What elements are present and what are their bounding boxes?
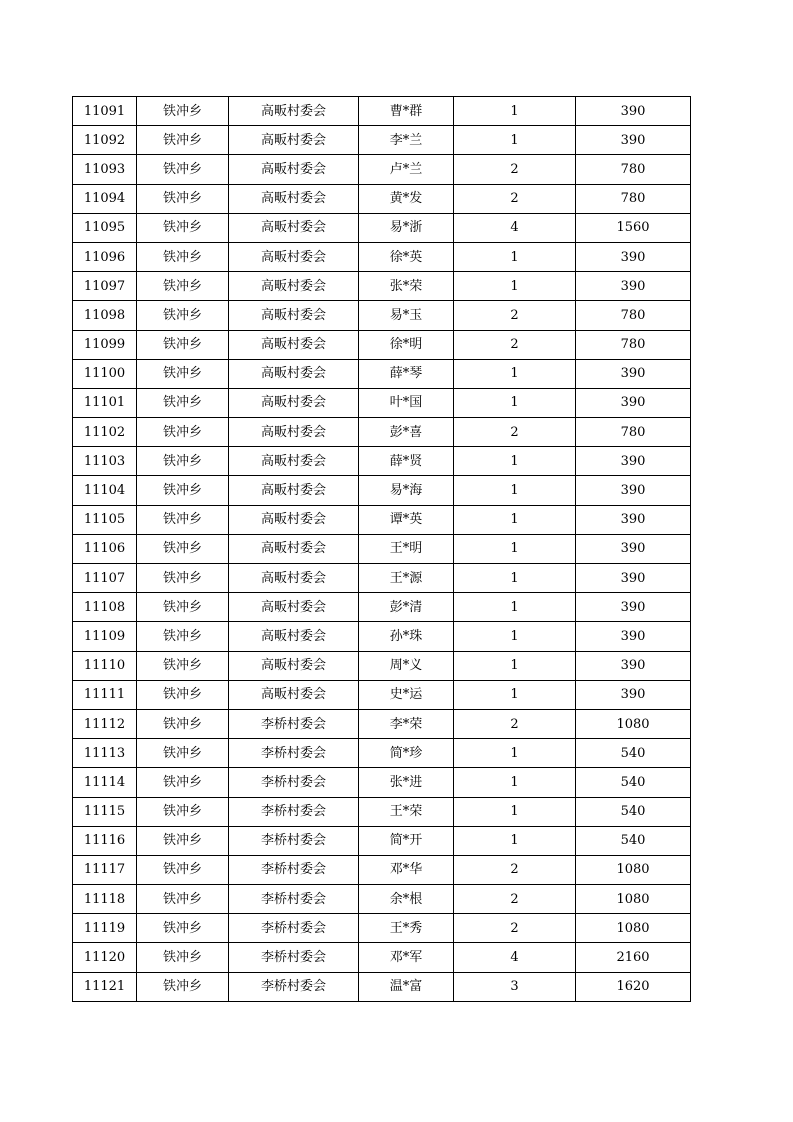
amount-cell: 390 [576, 622, 691, 651]
amount-cell: 540 [576, 768, 691, 797]
table-row [73, 418, 691, 447]
household-count-cell: 1 [454, 476, 576, 505]
name-cell: 易*浙 [359, 213, 454, 242]
row-number-cell: 11117 [73, 855, 137, 884]
village-committee-cell: 李桥村委会 [229, 914, 359, 943]
table-row [73, 651, 691, 680]
household-count-cell: 1 [454, 593, 576, 622]
amount-cell: 390 [576, 126, 691, 155]
row-number-cell: 11106 [73, 534, 137, 563]
row-number-cell: 11115 [73, 797, 137, 826]
township-cell: 铁冲乡 [137, 680, 229, 709]
amount-cell: 390 [576, 242, 691, 271]
household-count-cell: 2 [454, 914, 576, 943]
household-count-cell: 2 [454, 418, 576, 447]
row-number-cell: 11096 [73, 242, 137, 271]
table-row [73, 301, 691, 330]
records-table [72, 96, 691, 1002]
row-number-cell: 11094 [73, 184, 137, 213]
village-committee-cell: 高畈村委会 [229, 272, 359, 301]
township-cell: 铁冲乡 [137, 126, 229, 155]
name-cell: 温*富 [359, 972, 454, 1001]
name-cell: 徐*英 [359, 242, 454, 271]
amount-cell: 540 [576, 797, 691, 826]
table-row [73, 97, 691, 126]
row-number-cell: 11104 [73, 476, 137, 505]
name-cell: 简*开 [359, 826, 454, 855]
village-committee-cell: 高畈村委会 [229, 680, 359, 709]
name-cell: 李*兰 [359, 126, 454, 155]
row-number-cell: 11102 [73, 418, 137, 447]
name-cell: 王*秀 [359, 914, 454, 943]
township-cell: 铁冲乡 [137, 885, 229, 914]
village-committee-cell: 李桥村委会 [229, 972, 359, 1001]
name-cell: 谭*英 [359, 505, 454, 534]
township-cell: 铁冲乡 [137, 330, 229, 359]
table-row [73, 680, 691, 709]
name-cell: 张*进 [359, 768, 454, 797]
name-cell: 彭*喜 [359, 418, 454, 447]
township-cell: 铁冲乡 [137, 97, 229, 126]
township-cell: 铁冲乡 [137, 301, 229, 330]
village-committee-cell: 高畈村委会 [229, 330, 359, 359]
township-cell: 铁冲乡 [137, 388, 229, 417]
name-cell: 史*运 [359, 680, 454, 709]
township-cell: 铁冲乡 [137, 564, 229, 593]
household-count-cell: 1 [454, 739, 576, 768]
table-row [73, 768, 691, 797]
township-cell: 铁冲乡 [137, 972, 229, 1001]
row-number-cell: 11114 [73, 768, 137, 797]
township-cell: 铁冲乡 [137, 739, 229, 768]
amount-cell: 780 [576, 184, 691, 213]
amount-cell: 1080 [576, 855, 691, 884]
amount-cell: 780 [576, 301, 691, 330]
household-count-cell: 1 [454, 272, 576, 301]
township-cell: 铁冲乡 [137, 447, 229, 476]
name-cell: 王*荣 [359, 797, 454, 826]
township-cell: 铁冲乡 [137, 914, 229, 943]
amount-cell: 390 [576, 505, 691, 534]
row-number-cell: 11108 [73, 593, 137, 622]
village-committee-cell: 高畈村委会 [229, 301, 359, 330]
village-committee-cell: 李桥村委会 [229, 826, 359, 855]
row-number-cell: 11107 [73, 564, 137, 593]
table-row [73, 709, 691, 738]
township-cell: 铁冲乡 [137, 242, 229, 271]
village-committee-cell: 高畈村委会 [229, 622, 359, 651]
row-number-cell: 11098 [73, 301, 137, 330]
household-count-cell: 2 [454, 330, 576, 359]
name-cell: 易*海 [359, 476, 454, 505]
household-count-cell: 1 [454, 826, 576, 855]
table-row [73, 564, 691, 593]
household-count-cell: 3 [454, 972, 576, 1001]
amount-cell: 540 [576, 826, 691, 855]
row-number-cell: 11111 [73, 680, 137, 709]
township-cell: 铁冲乡 [137, 651, 229, 680]
household-count-cell: 2 [454, 301, 576, 330]
household-count-cell: 1 [454, 388, 576, 417]
name-cell: 曹*群 [359, 97, 454, 126]
village-committee-cell: 李桥村委会 [229, 739, 359, 768]
table-row [73, 359, 691, 388]
row-number-cell: 11099 [73, 330, 137, 359]
household-count-cell: 2 [454, 184, 576, 213]
household-count-cell: 1 [454, 564, 576, 593]
table-row [73, 476, 691, 505]
village-committee-cell: 李桥村委会 [229, 797, 359, 826]
table-row [73, 184, 691, 213]
row-number-cell: 11101 [73, 388, 137, 417]
amount-cell: 2160 [576, 943, 691, 972]
row-number-cell: 11120 [73, 943, 137, 972]
household-count-cell: 2 [454, 885, 576, 914]
household-count-cell: 1 [454, 797, 576, 826]
village-committee-cell: 李桥村委会 [229, 885, 359, 914]
row-number-cell: 11100 [73, 359, 137, 388]
amount-cell: 390 [576, 564, 691, 593]
table-row [73, 943, 691, 972]
household-count-cell: 4 [454, 943, 576, 972]
village-committee-cell: 高畈村委会 [229, 447, 359, 476]
township-cell: 铁冲乡 [137, 826, 229, 855]
household-count-cell: 1 [454, 97, 576, 126]
name-cell: 王*源 [359, 564, 454, 593]
household-count-cell: 1 [454, 359, 576, 388]
row-number-cell: 11113 [73, 739, 137, 768]
village-committee-cell: 高畈村委会 [229, 242, 359, 271]
village-committee-cell: 李桥村委会 [229, 943, 359, 972]
village-committee-cell: 李桥村委会 [229, 855, 359, 884]
household-count-cell: 1 [454, 242, 576, 271]
amount-cell: 1560 [576, 213, 691, 242]
household-count-cell: 1 [454, 534, 576, 563]
household-count-cell: 1 [454, 622, 576, 651]
row-number-cell: 11097 [73, 272, 137, 301]
amount-cell: 540 [576, 739, 691, 768]
amount-cell: 1080 [576, 709, 691, 738]
township-cell: 铁冲乡 [137, 418, 229, 447]
row-number-cell: 11118 [73, 885, 137, 914]
household-count-cell: 1 [454, 651, 576, 680]
amount-cell: 1620 [576, 972, 691, 1001]
name-cell: 邓*华 [359, 855, 454, 884]
row-number-cell: 11105 [73, 505, 137, 534]
household-count-cell: 2 [454, 155, 576, 184]
amount-cell: 780 [576, 330, 691, 359]
table-row [73, 797, 691, 826]
village-committee-cell: 高畈村委会 [229, 155, 359, 184]
table-row [73, 622, 691, 651]
township-cell: 铁冲乡 [137, 593, 229, 622]
township-cell: 铁冲乡 [137, 359, 229, 388]
village-committee-cell: 高畈村委会 [229, 505, 359, 534]
row-number-cell: 11112 [73, 709, 137, 738]
table-row [73, 155, 691, 184]
row-number-cell: 11119 [73, 914, 137, 943]
village-committee-cell: 高畈村委会 [229, 476, 359, 505]
household-count-cell: 1 [454, 126, 576, 155]
name-cell: 徐*明 [359, 330, 454, 359]
household-count-cell: 2 [454, 855, 576, 884]
table-row [73, 388, 691, 417]
table-row [73, 505, 691, 534]
name-cell: 余*根 [359, 885, 454, 914]
household-count-cell: 1 [454, 505, 576, 534]
row-number-cell: 11109 [73, 622, 137, 651]
table-row [73, 534, 691, 563]
amount-cell: 390 [576, 534, 691, 563]
township-cell: 铁冲乡 [137, 272, 229, 301]
amount-cell: 390 [576, 476, 691, 505]
amount-cell: 390 [576, 272, 691, 301]
township-cell: 铁冲乡 [137, 476, 229, 505]
household-count-cell: 4 [454, 213, 576, 242]
row-number-cell: 11116 [73, 826, 137, 855]
township-cell: 铁冲乡 [137, 505, 229, 534]
village-committee-cell: 高畈村委会 [229, 126, 359, 155]
township-cell: 铁冲乡 [137, 709, 229, 738]
village-committee-cell: 高畈村委会 [229, 534, 359, 563]
township-cell: 铁冲乡 [137, 155, 229, 184]
row-number-cell: 11093 [73, 155, 137, 184]
row-number-cell: 11091 [73, 97, 137, 126]
table-row [73, 272, 691, 301]
table-row [73, 447, 691, 476]
amount-cell: 390 [576, 359, 691, 388]
village-committee-cell: 高畈村委会 [229, 184, 359, 213]
village-committee-cell: 高畈村委会 [229, 651, 359, 680]
name-cell: 邓*军 [359, 943, 454, 972]
table-row [73, 914, 691, 943]
household-count-cell: 2 [454, 709, 576, 738]
name-cell: 薛*琴 [359, 359, 454, 388]
table-row [73, 242, 691, 271]
table-row [73, 739, 691, 768]
village-committee-cell: 高畈村委会 [229, 97, 359, 126]
household-count-cell: 1 [454, 447, 576, 476]
village-committee-cell: 李桥村委会 [229, 709, 359, 738]
table-row [73, 593, 691, 622]
name-cell: 王*明 [359, 534, 454, 563]
amount-cell: 390 [576, 593, 691, 622]
township-cell: 铁冲乡 [137, 213, 229, 242]
township-cell: 铁冲乡 [137, 855, 229, 884]
amount-cell: 390 [576, 97, 691, 126]
amount-cell: 780 [576, 155, 691, 184]
village-committee-cell: 高畈村委会 [229, 213, 359, 242]
township-cell: 铁冲乡 [137, 184, 229, 213]
amount-cell: 1080 [576, 914, 691, 943]
table-row [73, 885, 691, 914]
table-row [73, 213, 691, 242]
household-count-cell: 1 [454, 680, 576, 709]
household-count-cell: 1 [454, 768, 576, 797]
amount-cell: 390 [576, 388, 691, 417]
row-number-cell: 11103 [73, 447, 137, 476]
row-number-cell: 11121 [73, 972, 137, 1001]
name-cell: 张*荣 [359, 272, 454, 301]
amount-cell: 390 [576, 680, 691, 709]
row-number-cell: 11095 [73, 213, 137, 242]
table-row [73, 826, 691, 855]
name-cell: 易*玉 [359, 301, 454, 330]
table-row [73, 330, 691, 359]
name-cell: 孙*珠 [359, 622, 454, 651]
records-table-body [73, 97, 691, 1002]
amount-cell: 390 [576, 447, 691, 476]
amount-cell: 1080 [576, 885, 691, 914]
row-number-cell: 11110 [73, 651, 137, 680]
table-row [73, 126, 691, 155]
row-number-cell: 11092 [73, 126, 137, 155]
table-row [73, 855, 691, 884]
name-cell: 叶*国 [359, 388, 454, 417]
name-cell: 黄*发 [359, 184, 454, 213]
township-cell: 铁冲乡 [137, 768, 229, 797]
table-row [73, 972, 691, 1001]
village-committee-cell: 高畈村委会 [229, 564, 359, 593]
name-cell: 简*珍 [359, 739, 454, 768]
township-cell: 铁冲乡 [137, 622, 229, 651]
amount-cell: 780 [576, 418, 691, 447]
village-committee-cell: 高畈村委会 [229, 388, 359, 417]
name-cell: 周*义 [359, 651, 454, 680]
village-committee-cell: 李桥村委会 [229, 768, 359, 797]
name-cell: 薛*贤 [359, 447, 454, 476]
amount-cell: 390 [576, 651, 691, 680]
township-cell: 铁冲乡 [137, 534, 229, 563]
name-cell: 李*荣 [359, 709, 454, 738]
township-cell: 铁冲乡 [137, 797, 229, 826]
name-cell: 卢*兰 [359, 155, 454, 184]
village-committee-cell: 高畈村委会 [229, 418, 359, 447]
village-committee-cell: 高畈村委会 [229, 359, 359, 388]
village-committee-cell: 高畈村委会 [229, 593, 359, 622]
name-cell: 彭*清 [359, 593, 454, 622]
township-cell: 铁冲乡 [137, 943, 229, 972]
